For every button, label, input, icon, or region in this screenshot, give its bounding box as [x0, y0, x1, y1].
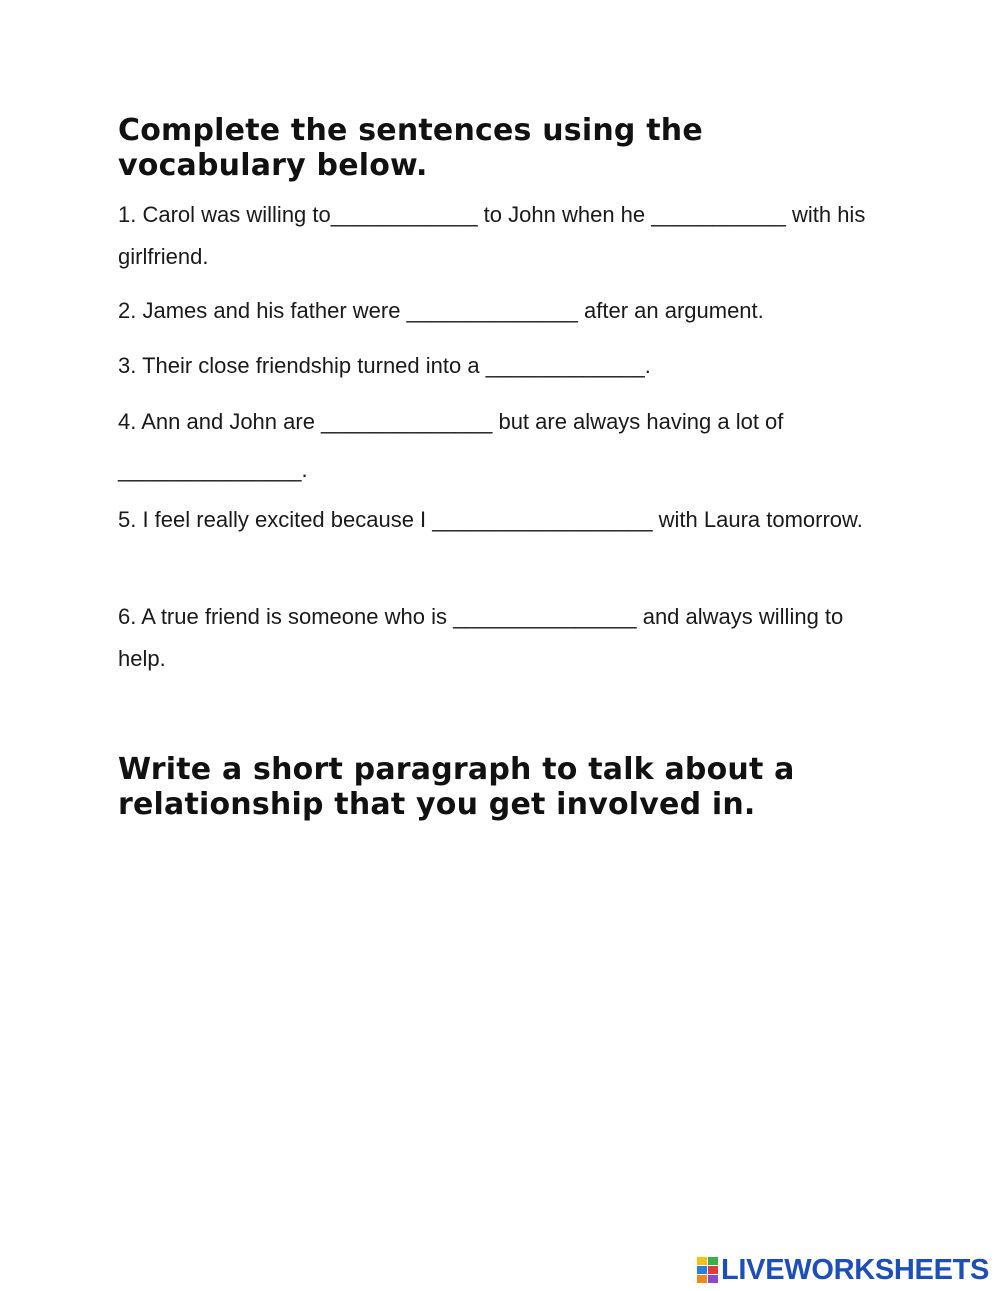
sentence-item-5: 5. I feel really excited because I __________________ with Laura tomorrow.	[118, 507, 863, 532]
logo-text: LIVEWORKSHEETS	[721, 1254, 990, 1286]
section-heading-write-paragraph: Write a short paragraph to talk about a relationship that you get involved in.	[118, 752, 795, 822]
section-heading-complete-sentences: Complete the sentences using the vocabulary below.	[118, 113, 703, 183]
logo-mark-tile-5	[697, 1275, 707, 1283]
logo-mark-tile-3	[697, 1266, 707, 1274]
sentence-item-1: 1. Carol was willing to____________ to John when he ___________ with his girlfriend.	[118, 202, 872, 269]
logo-mark-tile-6	[708, 1275, 718, 1283]
sentence-item-2: 2. James and his father were ______________ after an argument.	[118, 298, 764, 323]
sentence-item-3: 3. Their close friendship turned into a _____________.	[118, 353, 651, 378]
logo-mark-tile-2	[708, 1257, 718, 1265]
liveworksheets-logo-icon	[697, 1257, 718, 1283]
logo-mark-tile-4	[708, 1266, 718, 1274]
liveworksheets-logo	[697, 1254, 989, 1286]
sentence-item-6: 6. A true friend is someone who is _______________ and always willing to help.	[118, 604, 850, 671]
logo-mark-tile-1	[697, 1257, 707, 1265]
sentence-item-4: 4. Ann and John are ______________ but are always having a lot of _______________.	[118, 409, 790, 482]
